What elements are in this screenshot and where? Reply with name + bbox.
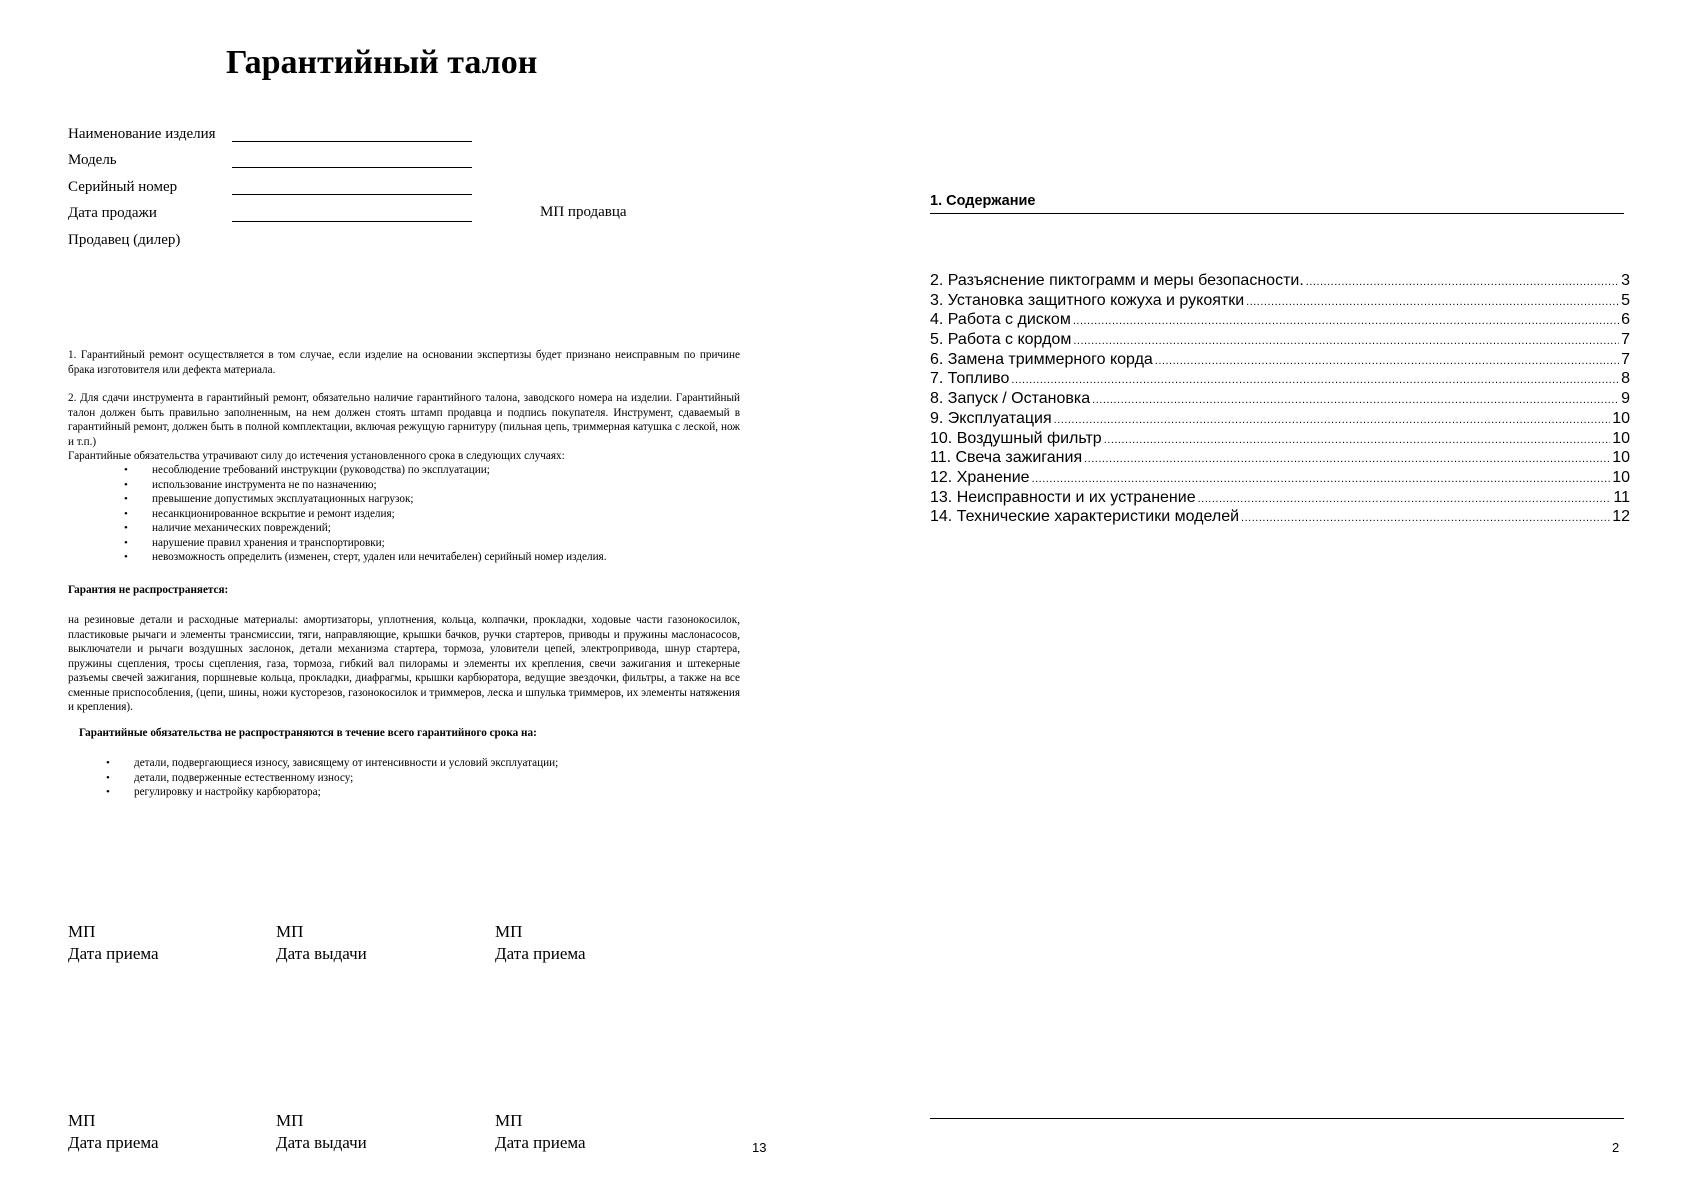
toc-leader-dots xyxy=(1092,394,1619,406)
stamp-date-label: Дата приема xyxy=(68,944,159,963)
toc-item-label: 13. Неисправности и их устранение xyxy=(930,488,1196,506)
stamp-mp: МП xyxy=(495,922,523,941)
toc-item-label: 9. Эксплуатация xyxy=(930,409,1052,427)
toc-item-label: 3. Установка защитного кожуха и рукоятки xyxy=(930,291,1245,309)
toc-item-page: 10 xyxy=(1612,429,1630,447)
stamp-mp: МП xyxy=(495,1111,523,1130)
stamp-cell xyxy=(495,1110,675,1154)
toc-item-page: 8 xyxy=(1621,370,1630,388)
toc-item-page: 7 xyxy=(1621,331,1630,349)
stamp-cell xyxy=(68,1110,248,1154)
list-item: • невозможность определить (изменен, стерт, удален или нечитабелен) серийный номер изделия. xyxy=(152,550,607,565)
toc-leader-dots xyxy=(1054,414,1611,426)
toc-item-page: 12 xyxy=(1612,508,1630,526)
toc-item-page: 10 xyxy=(1612,449,1630,467)
field-line-sale-date[interactable] xyxy=(232,221,472,222)
toc-leader-dots xyxy=(1032,473,1611,485)
footer-divider xyxy=(930,1118,1624,1119)
toc-item[interactable] xyxy=(930,469,1630,489)
stamp-date-label: Дата приема xyxy=(68,1133,159,1152)
stamp-cell xyxy=(68,921,248,965)
toc-leader-dots xyxy=(1241,512,1610,524)
field-label-dealer: Продавец (дилер) xyxy=(68,232,181,248)
toc-item[interactable] xyxy=(930,410,1630,430)
field-line-product-name[interactable] xyxy=(232,141,472,142)
toc-item[interactable] xyxy=(930,489,1630,509)
page-number-right: 2 xyxy=(1612,1140,1620,1155)
toc-item-page: 10 xyxy=(1612,468,1630,486)
toc-item-page: 11 xyxy=(1613,488,1630,506)
stamp-cell xyxy=(276,1110,456,1154)
toc-item-page: 6 xyxy=(1621,311,1630,329)
toc-leader-dots xyxy=(1073,315,1619,327)
toc-item-page: 3 xyxy=(1621,272,1630,289)
toc-item-page: 7 xyxy=(1621,350,1630,368)
toc-item-label: 4. Работа с диском xyxy=(930,311,1071,329)
list-item: • наличие механических повреждений; xyxy=(152,521,607,536)
field-label-sale-date: Дата продажи xyxy=(68,205,157,221)
field-line-model[interactable] xyxy=(232,167,472,168)
stamp-cell xyxy=(276,921,456,965)
toc-item[interactable] xyxy=(930,430,1630,450)
toc-item-label: 7. Топливо xyxy=(930,370,1010,388)
toc-item-label: 14. Технические характеристики моделей xyxy=(930,508,1240,526)
paragraph-2: 2. Для сдачи инструмента в гарантийный ремонт, обязательно наличие гарантийного талона, заводского номера на изделии. Гарантийный талон должен быть правильно заполненным, на нем должен стоять штамп продавца и подпись покупателя. Инструмент, сдаваемый в гарантийный ремонт, должен быть в полной комплектации, включая режущую гарнитуру (пильная цепь, триммерная катушка с леской, нож и т.п.) xyxy=(68,392,740,448)
stamp-date-label: Дата выдачи xyxy=(276,1133,367,1152)
toc-heading: 1. Содержание xyxy=(930,193,1036,209)
field-label-model: Модель xyxy=(68,152,117,168)
toc-item[interactable] xyxy=(930,449,1630,469)
toc-leader-dots xyxy=(1198,493,1612,505)
field-label-serial: Серийный номер xyxy=(68,179,178,195)
toc-leader-dots xyxy=(1246,296,1619,308)
toc-item[interactable] xyxy=(930,390,1630,410)
toc-item-page: 9 xyxy=(1621,390,1630,408)
stamp-mp: МП xyxy=(276,922,304,941)
toc-item[interactable] xyxy=(930,370,1630,390)
void-cases-list xyxy=(152,463,607,565)
list-item: • детали, подверженные естественному износу; xyxy=(134,771,558,786)
list-item: • несанкционированное вскрытие и ремонт изделия; xyxy=(152,507,607,522)
toc-heading-divider xyxy=(930,213,1624,214)
list-item: • использование инструмента не по назначению; xyxy=(152,478,607,493)
paragraph-1: 1. Гарантийный ремонт осуществляется в том случае, если изделие на основании экспертизы будет признано неисправным по причине брака изготовителя или дефекта материала. xyxy=(68,349,740,376)
toc-leader-dots xyxy=(1155,355,1619,367)
toc-item-label: 12. Хранение xyxy=(930,468,1030,486)
toc-item-label: 8. Запуск / Остановка xyxy=(930,390,1091,408)
toc-item-page: 10 xyxy=(1612,409,1630,427)
stamp-date-label: Дата приема xyxy=(495,944,586,963)
field-label-product-name: Наименование изделия xyxy=(68,126,216,142)
stamp-cell xyxy=(495,921,675,965)
whole-term-heading: Гарантийные обязательства не распространяются в течение всего гарантийного срока на: xyxy=(79,727,537,739)
toc-leader-dots xyxy=(1306,276,1619,288)
toc-item[interactable] xyxy=(930,272,1630,292)
toc-item-page: 5 xyxy=(1621,291,1630,309)
toc-item-label: 2. Разъяснение пиктограмм и меры безопасности. xyxy=(930,272,1304,289)
whole-term-list xyxy=(134,756,558,800)
page-number-left: 13 xyxy=(752,1140,767,1155)
toc-leader-dots xyxy=(1104,434,1611,446)
toc-list xyxy=(930,272,1630,528)
list-item: • детали, подвергающиеся износу, зависящему от интенсивности и условий эксплуатации; xyxy=(134,756,558,771)
stamp-mp: МП xyxy=(68,922,96,941)
toc-item-label: 10. Воздушный фильтр xyxy=(930,429,1102,447)
toc-leader-dots xyxy=(1084,453,1610,465)
toc-item[interactable] xyxy=(930,311,1630,331)
toc-item[interactable] xyxy=(930,351,1630,371)
stamp-mp: МП xyxy=(276,1111,304,1130)
toc-leader-dots xyxy=(1011,374,1619,386)
not-covered-heading: Гарантия не распространяется: xyxy=(68,584,229,596)
list-item: • регулировку и настройку карбюратора; xyxy=(134,785,558,800)
toc-item-label: 6. Замена триммерного корда xyxy=(930,350,1153,368)
toc-item[interactable] xyxy=(930,331,1630,351)
list-item: • нарушение правил хранения и транспортировки; xyxy=(152,536,607,551)
list-item: • превышение допустимых эксплуатационных нагрузок; xyxy=(152,492,607,507)
right-page xyxy=(842,0,1684,1190)
stamp-mp: МП xyxy=(68,1111,96,1130)
toc-item-label: 5. Работа с кордом xyxy=(930,331,1072,349)
void-intro: Гарантийные обязательства утрачивают силу до истечения установленного срока в следующих случаях: xyxy=(68,450,565,462)
toc-leader-dots xyxy=(1073,335,1619,347)
warranty-title: Гарантийный талон xyxy=(226,44,538,81)
toc-item-label: 11. Свеча зажигания xyxy=(930,449,1083,467)
seller-stamp-label: МП продавца xyxy=(540,204,627,220)
field-line-serial[interactable] xyxy=(232,194,472,195)
toc-item[interactable] xyxy=(930,292,1630,312)
stamp-date-label: Дата приема xyxy=(495,1133,586,1152)
list-item: • несоблюдение требований инструкции (руководства) по эксплуатации; xyxy=(152,463,607,478)
not-covered-text: на резиновые детали и расходные материалы: амортизаторы, уплотнения, кольца, колпачки, прокладки, ходовые части газонокосилок, пластиковые рычаги и элементы трансмиссии, тяги, направляющие, крышки бачков, ручки стартеров, приводы и пружины маслонасосов, выключатели и рычаги воздушных заслонок, детали механизма стартера, тормоза, уловители цепей, электропривода, шнур стартера, пружины сцепления, тросы сцепления, газа, тормоза, гибкий вал пилорамы и элементы их крепления, свечи зажигания и штекерные разъемы свечей зажигания, поршневые кольца, прокладки, диафрагмы, крышки карбюратора, ведущие звездочки, фильтры, а также на все сменные приспособления, (цепи, шины, ножи кусторезов, газонокосилок и триммеров, леска и шпулька триммеров, их элементы натяжения и крепления). xyxy=(68,614,740,713)
toc-item[interactable] xyxy=(930,508,1630,528)
stamp-date-label: Дата выдачи xyxy=(276,944,367,963)
